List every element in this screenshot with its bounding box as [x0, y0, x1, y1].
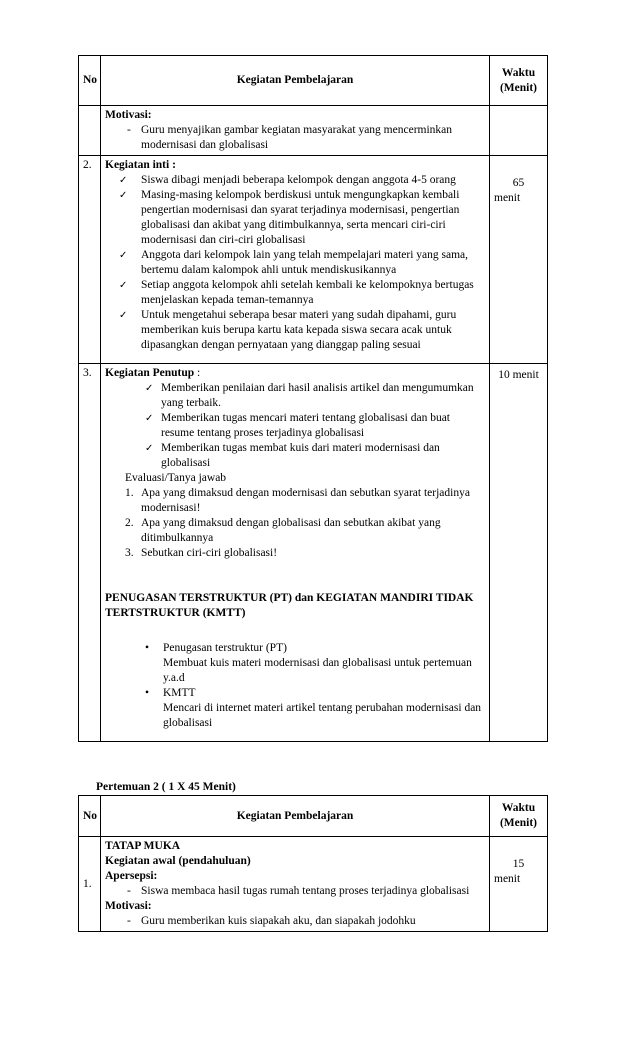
question-text: Sebutkan ciri-ciri globalisasi!: [141, 547, 278, 559]
list-item: ✓ Memberikan penilaian dari hasil analisis artikel dan mengumumkan yang terbaik.: [105, 381, 485, 411]
kegiatan-awal-title: Kegiatan awal (pendahuluan): [105, 855, 251, 867]
penugasan-body: Membuat kuis materi modernisasi dan globalisasi untuk pertemuan y.a.d: [163, 657, 472, 684]
motivasi-list: [105, 123, 485, 153]
question-number: 3.: [125, 547, 134, 559]
question-number: 1.: [125, 487, 134, 499]
header-no: No: [79, 796, 101, 837]
list-item: [105, 686, 485, 731]
evaluasi-title: Evaluasi/Tanya jawab: [125, 472, 227, 484]
question-number: 2.: [125, 517, 134, 529]
lesson-table-1: [78, 55, 548, 742]
evaluasi-list: [105, 486, 485, 561]
table-header: [79, 796, 548, 837]
header-waktu-line2: (Menit): [499, 81, 538, 94]
header-waktu: [490, 796, 548, 837]
apersepsi-list: [105, 884, 485, 899]
waktu-unit: menit: [494, 192, 521, 204]
tatap-muka-title: TATAP MUKA: [105, 840, 181, 852]
row-waktu: 10 menit: [490, 364, 548, 742]
list-item: [105, 486, 485, 516]
kegiatan-penutup-cell: [101, 364, 490, 742]
motivasi-list: [105, 914, 485, 929]
kegiatan-penutup-title: Kegiatan Penutup: [105, 367, 195, 379]
penugasan-head: • Penugasan terstruktur (PT): [163, 642, 287, 654]
header-no: No: [79, 56, 101, 106]
question-text: Apa yang dimaksud dengan modernisasi dan sebutkan syarat terjadinya modernisasi!: [141, 487, 470, 514]
apersepsi-title: Apersepsi:: [105, 870, 158, 882]
row-waktu: [490, 106, 548, 156]
row-waktu: [490, 156, 548, 364]
header-kegiatan: Kegiatan Pembelajaran: [101, 796, 490, 837]
header-kegiatan: Kegiatan Pembelajaran: [101, 56, 490, 106]
row-no: [79, 106, 101, 156]
list-item: [105, 516, 485, 546]
list-item: ✓ Anggota dari kelompok lain yang telah mempelajari materi yang sama, bertemu dalam kalompok ahli untuk mendiskusikannya: [105, 248, 485, 278]
header-waktu: [490, 56, 548, 106]
kegiatan-penutup-heading: [105, 366, 485, 381]
row-no: 2.: [79, 156, 101, 364]
motivasi-cell: [101, 106, 490, 156]
list-item: [105, 641, 485, 686]
kegiatan-penutup-suffix: :: [194, 367, 201, 379]
list-item: - Siswa membaca hasil tugas rumah tentang proses terjadinya globalisasi: [105, 884, 485, 899]
list-item: ✓ Memberikan tugas membat kuis dari materi modernisasi dan globalisasi: [105, 441, 485, 471]
lesson-table-2: [78, 795, 548, 932]
list-item: ✓ Masing-masing kelompok berdiskusi untuk mengungkapkan kembali pengertian modernisasi dan syarat terjadinya modernisasi, pengertian globalisasi dan akibat yang ditimbulkannya, serta mencari ciri-ciri modernisasi dan ciri-ciri globalisasi: [105, 188, 485, 248]
list-item: - Guru menyajikan gambar kegiatan masyarakat yang mencerminkan modernisasi dan globalisasi: [105, 123, 485, 153]
kegiatan-inti-cell: [101, 156, 490, 364]
row-no: 1.: [79, 837, 101, 932]
list-item: [105, 546, 485, 561]
table-row: [79, 156, 548, 364]
table-row: [79, 364, 548, 742]
kegiatan-penutup-list: [105, 381, 485, 471]
waktu-value: 15: [512, 858, 525, 870]
table-row: [79, 106, 548, 156]
waktu-unit: menit: [494, 873, 521, 885]
penugasan-body: Mencari di internet materi artikel tentang perubahan modernisasi dan globalisasi: [163, 702, 482, 729]
kegiatan-inti-list: [105, 173, 485, 353]
list-item: ✓ Untuk mengetahui seberapa besar materi yang sudah dipahami, guru memberikan kuis berupa kartu kata kepada siswa secara acak untuk dipasangkan dengan pernyataan yang dianggap paling sesuai: [105, 308, 485, 353]
table-row: [79, 837, 548, 932]
header-waktu-line1: Waktu: [501, 802, 536, 814]
header-waktu-line2: (Menit): [499, 817, 538, 829]
penugasan-head: • KMTT: [163, 687, 196, 699]
kegiatan-inti-title: Kegiatan inti :: [105, 159, 176, 171]
list-item: ✓ Siswa dibagi menjadi beberapa kelompok dengan anggota 4-5 orang: [105, 173, 485, 188]
motivasi-title: Motivasi:: [105, 109, 152, 121]
penugasan-list: [105, 641, 485, 731]
penugasan-title: PENUGASAN TERSTRUKTUR (PT) dan KEGIATAN MANDIRI TIDAK TERTSTRUKTUR (KMTT): [105, 592, 474, 619]
list-item: - Guru memberikan kuis siapakah aku, dan siapakah jodohku: [105, 914, 485, 929]
row-no: 3.: [79, 364, 101, 742]
row-waktu: [490, 837, 548, 932]
list-item: ✓ Setiap anggota kelompok ahli setelah kembali ke kelompoknya bertugas menjelaskan kepada teman-temannya: [105, 278, 485, 308]
question-text: Apa yang dimaksud dengan globalisasi dan sebutkan akibat yang ditimbulkannya: [141, 517, 441, 544]
motivasi-title: Motivasi:: [105, 900, 152, 912]
list-item: ✓ Memberikan tugas mencari materi tentang globalisasi dan buat resume tentang proses terjadinya globalisasi: [105, 411, 485, 441]
header-waktu-line1: Waktu: [501, 66, 536, 79]
table-header: [79, 56, 548, 106]
waktu-value: 65: [512, 177, 525, 189]
section-title: Pertemuan 2 ( 1 X 45 Menit): [96, 781, 236, 793]
kegiatan-awal-cell: [101, 837, 490, 932]
